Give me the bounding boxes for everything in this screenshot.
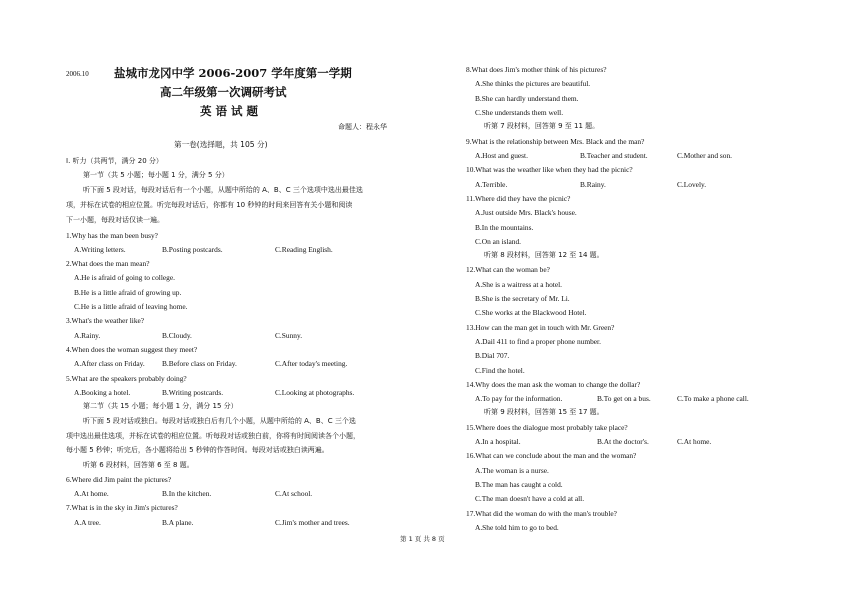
option-b: B.Teacher and student. xyxy=(580,151,648,160)
option-a: A.She told him to go to bed. xyxy=(475,523,559,532)
option-b: B.Posting postcards. xyxy=(162,245,223,254)
question-stem: 8.What does Jim's mother think of his pictures? xyxy=(466,65,607,74)
question-stem: 17.What did the woman do with the man's trouble? xyxy=(466,509,617,518)
question-stem: 6.Where did Jim paint the pictures? xyxy=(66,475,172,484)
exam-title: 高二年级第一次调研考试 xyxy=(160,85,287,99)
listening-prompt: 听第 9 段材料，回答第 15 至 17 题。 xyxy=(484,408,604,416)
exam-date: 2006.10 xyxy=(66,70,89,78)
option-b: B.To get on a bus. xyxy=(597,394,651,403)
option-b: B.She can hardly understand them. xyxy=(475,94,579,103)
option-a: A.Just outside Mrs. Black's house. xyxy=(475,208,577,217)
school-title: 盐城市龙冈中学 2006-2007 学年度第一学期 xyxy=(114,66,352,80)
question-stem: 13.How can the man get in touch with Mr. Green? xyxy=(466,323,615,332)
option-a: A.At home. xyxy=(74,489,109,498)
option-c: C.Looking at photographs. xyxy=(275,388,355,397)
option-c: C.Lovely. xyxy=(677,180,707,189)
option-b: B.In the kitchen. xyxy=(162,489,212,498)
question-stem: 14.Why does the man ask the woman to change the dollar? xyxy=(466,380,641,389)
option-c: C.At home. xyxy=(677,437,712,446)
option-b: B.Cloudy. xyxy=(162,331,192,340)
option-c: C.The man doesn't have a cold at all. xyxy=(475,494,585,503)
listening-prompt: 听第 7 段材料，回答第 9 至 11 题。 xyxy=(484,122,600,130)
option-a: A.Writing letters. xyxy=(74,245,126,254)
option-a: A.She is a waitress at a hotel. xyxy=(475,280,563,289)
option-a: A.In a hospital. xyxy=(475,437,521,446)
option-c: C.To make a phone call. xyxy=(677,394,749,403)
question-stem: 15.Where does the dialogue most probably take place? xyxy=(466,423,628,432)
option-b: B.Before class on Friday. xyxy=(162,359,237,368)
option-c: C.On an island. xyxy=(475,237,521,246)
option-c: C.He is a little afraid of leaving home. xyxy=(74,302,188,311)
option-c: C.Sunny. xyxy=(275,331,303,340)
section2-instruction: 听下面 5 段对话或独白。每段对话或独白后有几个小题，从题中所给的 A、B、C 三个选 xyxy=(83,417,356,425)
option-a: A.Rainy. xyxy=(74,331,101,340)
option-c: C.Find the hotel. xyxy=(475,366,525,375)
option-a: A.She thinks the pictures are beautiful. xyxy=(475,79,591,88)
option-c: C.Jim's mother and trees. xyxy=(275,518,350,527)
option-c: C.She understands them well. xyxy=(475,108,564,117)
subject-title: 英 语 试 题 xyxy=(200,104,259,118)
option-b: B.Writing postcards. xyxy=(162,388,224,397)
question-stem: 10.What was the weather like when they had the picnic? xyxy=(466,165,633,174)
section1-instruction: 听下面 5 段对话，每段对话后有一个小题，从题中所给的 A、B、C 三个选项中选出最佳选 xyxy=(83,186,363,194)
section2-instruction: 项中选出最佳选项，并标在试卷的相应位置。听每段对话或独白前，你将有时间阅读各个小题， xyxy=(66,432,360,440)
page-number: 第 1 页 共 8 页 xyxy=(400,535,445,543)
option-b: B.A plane. xyxy=(162,518,194,527)
option-b: B.Rainy. xyxy=(580,180,606,189)
option-a: A.After class on Friday. xyxy=(74,359,145,368)
option-b: B.The man has caught a cold. xyxy=(475,480,563,489)
listening-section-title: I. 听力（共两节，满分 20 分） xyxy=(66,157,163,165)
option-c: C.After today's meeting. xyxy=(275,359,348,368)
option-a: A.Host and guest. xyxy=(475,151,528,160)
section1-instruction: 项，并标在试卷的相应位置。听完每段对话后，你都有 10 秒钟的时间来回答有关小题和阅读 xyxy=(66,201,353,209)
option-a: A.Terrible. xyxy=(475,180,508,189)
section2-instruction: 每小题 5 秒钟；听完后，各小题将给出 5 秒钟的作答时间。每段对话或独白读两遍。 xyxy=(66,446,329,454)
option-c: C.Mother and son. xyxy=(677,151,733,160)
option-a: A.The woman is a nurse. xyxy=(475,466,549,475)
section2-title: 第二节（共 15 小题；每小题 1 分，满分 15 分） xyxy=(83,402,238,410)
option-b: B.At the doctor's. xyxy=(597,437,649,446)
option-b: B.She is the secretary of Mr. Li. xyxy=(475,294,570,303)
part1-heading: 第一卷(选择题，共 105 分) xyxy=(174,140,268,149)
option-a: A.To pay for the information. xyxy=(475,394,563,403)
question-stem: 7.What is in the sky in Jim's pictures? xyxy=(66,503,178,512)
option-a: A.He is afraid of going to college. xyxy=(74,273,175,282)
option-a: A.Booking a hotel. xyxy=(74,388,131,397)
question-stem: 2.What does the man mean? xyxy=(66,259,150,268)
option-b: B.He is a little afraid of growing up. xyxy=(74,288,182,297)
question-stem: 5.What are the speakers probably doing? xyxy=(66,374,187,383)
option-b: B.Dial 707. xyxy=(475,351,510,360)
question-stem: 16.What can we conclude about the man and the woman? xyxy=(466,451,637,460)
listening-prompt: 听第 6 段材料，回答第 6 至 8 题。 xyxy=(83,461,194,469)
option-a: A.Dail 411 to find a proper phone number. xyxy=(475,337,601,346)
option-c: C.Reading English. xyxy=(275,245,333,254)
section1-instruction: 下一小题，每段对话仅读一遍。 xyxy=(66,216,164,224)
option-b: B.In the mountains. xyxy=(475,223,534,232)
option-c: C.At school. xyxy=(275,489,313,498)
question-stem: 9.What is the relationship between Mrs. Black and the man? xyxy=(466,137,645,146)
option-c: C.She works at the Blackwood Hotel. xyxy=(475,308,587,317)
author: 命题人：程永华 xyxy=(338,123,387,131)
question-stem: 3.What's the weather like? xyxy=(66,316,145,325)
option-a: A.A tree. xyxy=(74,518,101,527)
question-stem: 11.Where did they have the picnic? xyxy=(466,194,571,203)
question-stem: 12.What can the woman be? xyxy=(466,265,550,274)
listening-prompt: 听第 8 段材料，回答第 12 至 14 题。 xyxy=(484,251,604,259)
section1-title: 第一节（共 5 小题；每小题 1 分，满分 5 分） xyxy=(83,171,229,179)
question-stem: 4.When does the woman suggest they meet? xyxy=(66,345,198,354)
question-stem: 1.Why has the man been busy? xyxy=(66,231,158,240)
